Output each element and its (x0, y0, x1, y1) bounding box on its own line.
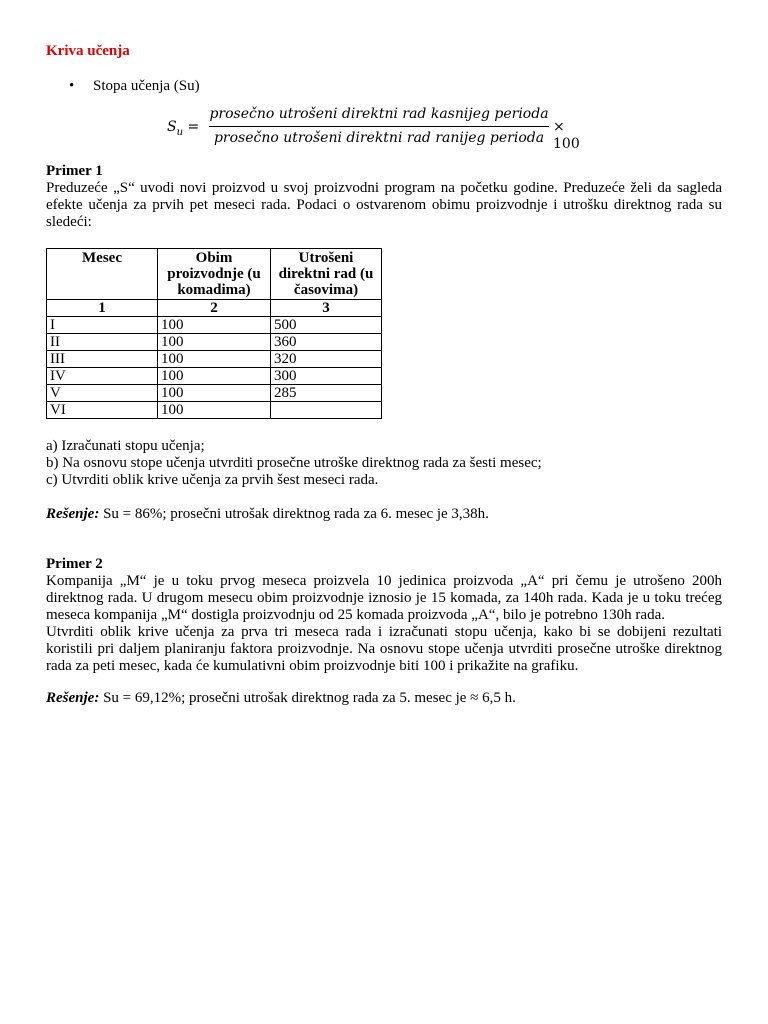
primer2-text1: Kompanija „M“ je u toku prvog meseca proizvela 10 jedinica proizvoda „A“ pri čemu je utrošeno 200h direktnog rada. U drugom mesecu obim proizvodnje iznosio je 15 komada, za 140h rada. Kada je u toku trećeg meseca kompanija „M“ dostigla proizvodnju od 25 komada proizvoda „A“, bilo je potrebno 130h rada. (46, 573, 722, 623)
bullet-item (69, 78, 200, 95)
index-cell: 2 (158, 300, 271, 317)
labor-cell: 320 (271, 351, 382, 368)
solution-text: Su = 69,12%; prosečni utrošak direktnog rada za 5. mesec je ≈ 6,5 h. (99, 690, 516, 706)
table-row (47, 385, 382, 402)
volume-cell: 100 (158, 334, 271, 351)
formula-fraction (209, 106, 549, 147)
month-cell: VI (47, 402, 158, 419)
month-cell: I (47, 317, 158, 334)
table-row (47, 368, 382, 385)
table-header-row (47, 249, 382, 300)
month-cell: III (47, 351, 158, 368)
primer1-tasks (46, 438, 722, 489)
task-b: b) Na osnovu stope učenja utvrditi prosečne utroške direktnog rada za šesti mesec; (46, 455, 542, 471)
solution-text: Su = 86%; prosečni utrošak direktnog rada za 6. mesec je 3,38h. (99, 506, 489, 522)
formula-multiplier: × 100 (553, 119, 580, 152)
solution-label: Rešenje: (46, 690, 100, 706)
volume-cell: 100 (158, 368, 271, 385)
primer2-section (46, 556, 722, 675)
primer1-solution (46, 506, 722, 523)
labor-cell (271, 402, 382, 419)
index-cell: 3 (271, 300, 382, 317)
primer2-text2: Utvrditi oblik krive učenja za prva tri meseca rada i izračunati stopu učenja, kako bi se dobijeni rezultati koristili pri daljem planiranju faktora proizvodnje. Na osnovu stope učenja utvrditi prosečne utroške direktnog rada za peti mesec, kada će kumulativni obim proizvodnje biti 100 i prikažite na grafiku. (46, 624, 722, 674)
bullet-text: Stopa učenja (Su) (93, 78, 200, 94)
primer1-text: Preduzeće „S“ uvodi novi proizvod u svoj proizvodni program na početku godine. Preduzeće želi da sagleda efekte učenja za prvih pet meseci rada. Podaci o ostvarenom obimu proizvodnje i utrošku direktnog rada su sledeći: (46, 180, 722, 230)
task-a: a) Izračunati stopu učenja; (46, 438, 205, 454)
primer1-heading: Primer 1 (46, 163, 103, 179)
index-cell: 1 (47, 300, 158, 317)
table-index-row (47, 300, 382, 317)
labor-cell: 285 (271, 385, 382, 402)
month-cell: II (47, 334, 158, 351)
task-c: c) Utvrditi oblik krive učenja za prvih šest meseci rada. (46, 472, 379, 488)
volume-cell: 100 (158, 402, 271, 419)
section-title: Kriva učenja (46, 43, 130, 59)
production-table (46, 248, 382, 419)
table-row (47, 351, 382, 368)
month-cell: IV (47, 368, 158, 385)
table-row (47, 334, 382, 351)
solution-label: Rešenje: (46, 506, 100, 522)
formula-denominator: prosečno utrošeni direktni rad ranijeg perioda (213, 130, 545, 146)
header-obim: Obim proizvodnje (u komadima) (158, 249, 271, 300)
primer2-solution (46, 690, 722, 707)
labor-cell: 300 (271, 368, 382, 385)
learning-rate-formula (165, 106, 595, 150)
primer2-heading: Primer 2 (46, 556, 103, 572)
volume-cell: 100 (158, 385, 271, 402)
formula-lhs: $S_u$ = (167, 119, 200, 138)
table-row (47, 402, 382, 419)
table-row (47, 317, 382, 334)
bullet-icon: • (69, 78, 75, 94)
primer1-section (46, 163, 722, 231)
labor-cell: 500 (271, 317, 382, 334)
header-utroseni: Utrošeni direktni rad (u časovima) (271, 249, 382, 300)
volume-cell: 100 (158, 317, 271, 334)
volume-cell: 100 (158, 351, 271, 368)
labor-cell: 360 (271, 334, 382, 351)
month-cell: V (47, 385, 158, 402)
formula-numerator: prosečno utrošeni direktni rad kasnijeg perioda (209, 106, 549, 122)
header-mesec: Mesec (47, 249, 158, 300)
